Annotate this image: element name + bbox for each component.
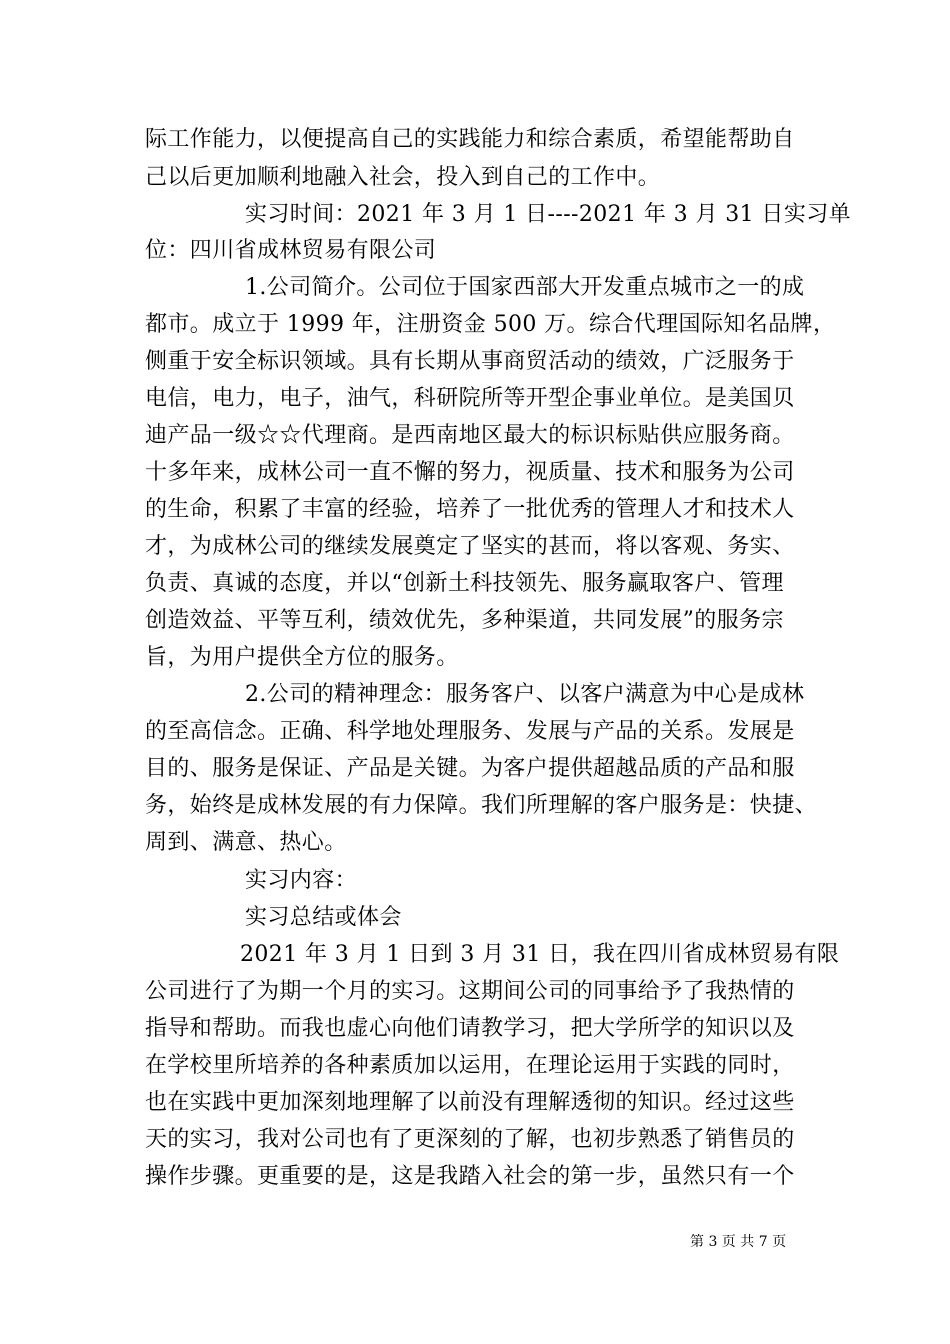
text-line: 指导和帮助。而我也虚心向他们请教学习，把大学所学的知识以及: [145, 1016, 795, 1041]
text-line: 电信，电力，电子，油气，科研院所等开型企事业单位。是美国贝: [145, 386, 795, 411]
text-line: 创造效益、平等互利，绩效优先，多种渠道，共同发展”的服务宗: [145, 608, 784, 633]
text-line: 才，为成林公司的继续发展奠定了坚实的甚而，将以客观、务实、: [145, 534, 795, 559]
text-line: 1.公司简介。公司位于国家西部大开发重点城市之一的成: [245, 275, 805, 300]
text-line: 实习时间：2021 年 3 月 1 日----2021 年 3 月 31 日实习单: [245, 202, 852, 227]
text-line: 侧重于安全标识领域。具有长期从事商贸活动的绩效，广泛服务于: [145, 349, 795, 374]
text-line: 都市。成立于 1999 年，注册资金 500 万。综合代理国际知名品牌，: [145, 312, 836, 337]
text-line: 的生命，积累了丰富的经验，培养了一批优秀的管理人才和技术人: [145, 497, 795, 522]
text-line: 务，始终是成林发展的有力保障。我们所理解的客户服务是：快捷、: [145, 793, 818, 818]
text-line: 2021 年 3 月 1 日到 3 月 31 日，我在四川省成林贸易有限: [240, 942, 840, 967]
page-number-footer: 第 3 页 共 7 页: [690, 1234, 787, 1250]
text-line: 2.公司的精神理念：服务客户、以客户满意为中心是成林: [245, 682, 805, 707]
text-line: 的至高信念。正确、科学地处理服务、发展与产品的关系。发展是: [145, 719, 795, 744]
section-heading: 实习总结或体会: [245, 905, 402, 930]
text-line: 十多年来，成林公司一直不懈的努力，视质量、技术和服务为公司: [145, 460, 795, 485]
text-line: 在学校里所培养的各种素质加以运用，在理论运用于实践的同时，: [145, 1053, 795, 1078]
text-line: 旨，为用户提供全方位的服务。: [145, 645, 459, 670]
text-line: 操作步骤。更重要的是，这是我踏入社会的第一步，虽然只有一个: [145, 1164, 795, 1189]
text-line: 际工作能力，以便提高自己的实践能力和综合素质，希望能帮助自: [145, 127, 795, 152]
text-line: 位：四川省成林贸易有限公司: [145, 238, 437, 263]
text-line: 目的、服务是保证、产品是关键。为客户提供超越品质的产品和服: [145, 756, 795, 781]
text-line: 也在实践中更加深刻地理解了以前没有理解透彻的知识。经过这些: [145, 1090, 795, 1115]
text-line: 己以后更加顺利地融入社会，投入到自己的工作中。: [145, 165, 661, 190]
text-line: 公司进行了为期一个月的实习。这期间公司的同事给予了我热情的: [145, 979, 795, 1004]
text-line: 周到、满意、热心。: [145, 830, 347, 855]
text-line: 天的实习，我对公司也有了更深刻的了解，也初步熟悉了销售员的: [145, 1127, 795, 1152]
text-line: 迪产品一级☆☆代理商。是西南地区最大的标识标贴供应服务商。: [145, 423, 795, 448]
text-line: 负责、真诚的态度，并以“创新土科技领先、服务赢取客户、管理: [145, 571, 784, 596]
section-heading: 实习内容：: [245, 868, 358, 893]
